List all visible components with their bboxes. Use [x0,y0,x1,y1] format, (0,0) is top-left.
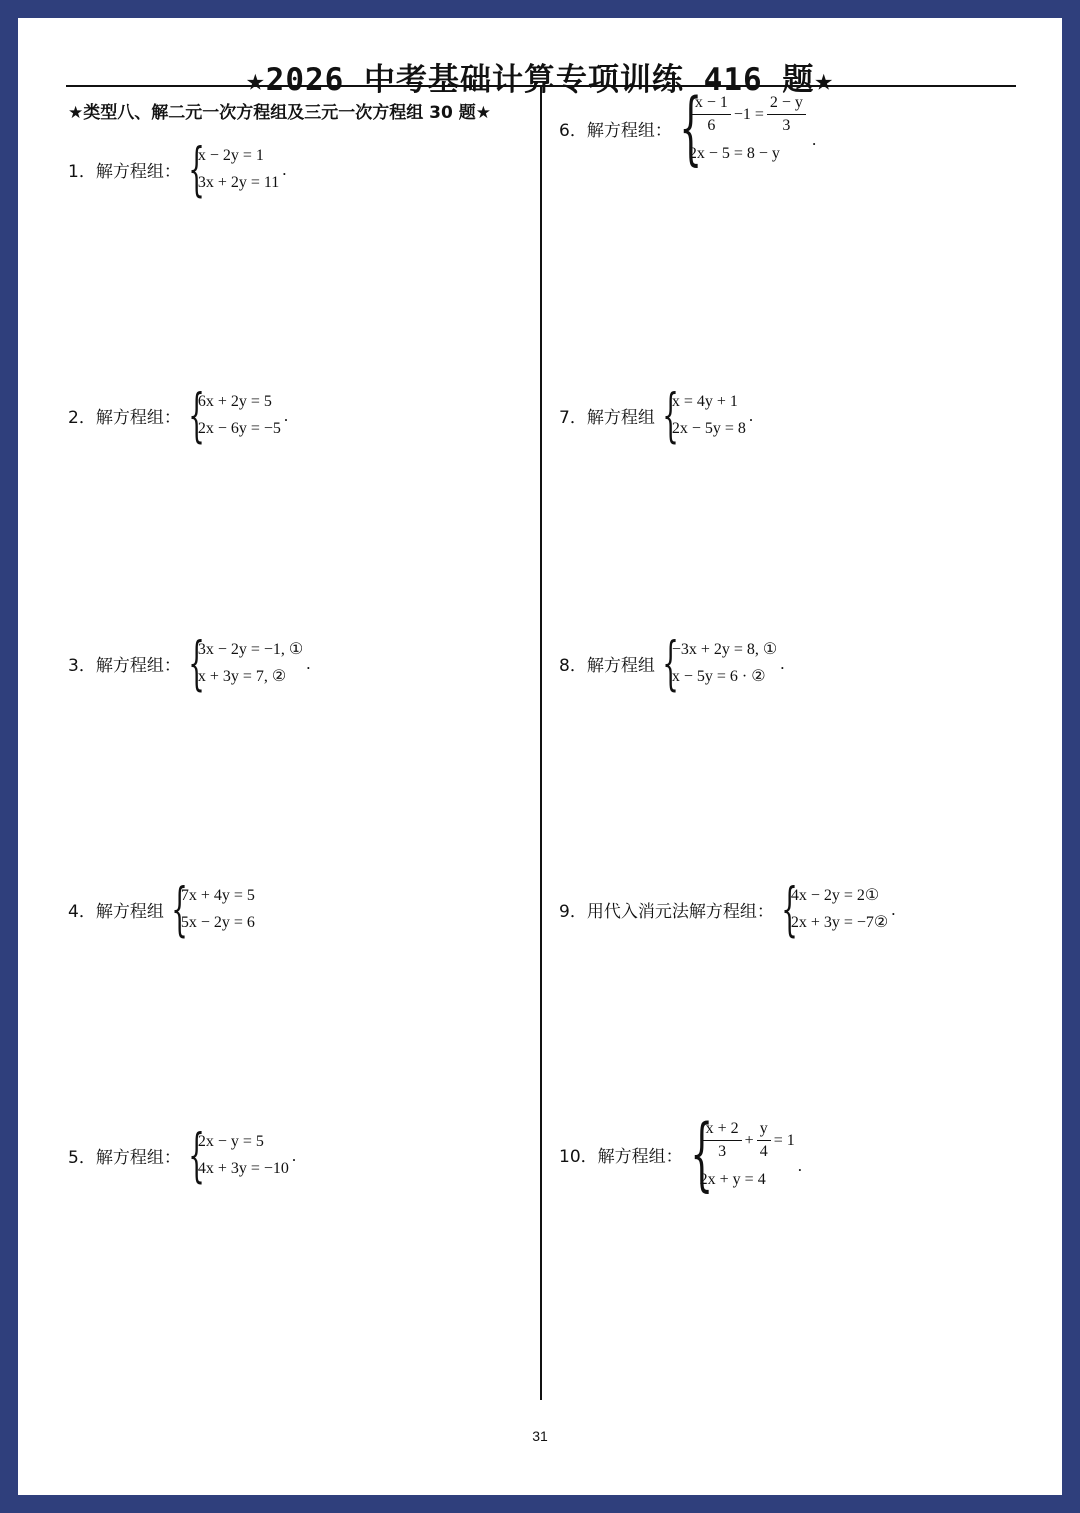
brace-icon: { [689,1107,713,1200]
equation-system [676,81,809,174]
period: . [797,1156,802,1175]
fraction-right [767,92,806,137]
equation-1: x = 4y + 1 [671,393,738,410]
period: . [780,654,785,673]
equation-2: 2x + y = 4 [699,1170,766,1188]
problem-4 [68,875,258,943]
problem-1 [68,135,287,203]
denominator: 4 [759,1143,768,1160]
brace-icon: { [679,81,703,174]
period: . [811,130,817,149]
equation-2: 2x + 3y = −7② [790,914,889,931]
equation-system [778,875,889,943]
equation-system [659,381,746,449]
column-divider [540,86,542,1400]
problem-label: 3．解方程组： [68,655,181,676]
brace-icon: { [781,875,798,943]
problem-6 [559,81,817,174]
period: . [891,900,896,919]
period: . [291,1146,297,1165]
equation-2: 2x − 5 = 8 − y [688,144,780,162]
equation-2: 4x + 3y = −10 [197,1160,289,1177]
problem-label: 5．解方程组： [68,1147,181,1168]
numerator: x − 1 [692,92,731,115]
page-title: ★2026 中考基础计算专项训练 416 题★ [246,62,834,98]
problem-label: 10．解方程组： [559,1146,683,1167]
worksheet-page [18,18,1062,1495]
brace-icon: { [662,381,679,449]
equation-system [168,875,255,943]
problem-2 [68,381,289,449]
numerator: x + 2 [703,1118,742,1141]
section-title: ★类型八、解二元一次方程组及三元一次方程组 30 题★ [68,103,491,123]
equation-1: x − 2y = 1 [197,147,264,164]
period: . [283,406,289,425]
equation-2: x + 3y = 7, ② [197,668,287,685]
page-number: 31 [532,1428,548,1444]
equation-1 [700,1116,795,1166]
equation-system [659,629,778,697]
equation-1: 4x − 2y = 2① [790,887,880,904]
equation-1: 7x + 4y = 5 [180,887,255,904]
brace-icon: { [188,629,205,697]
equation-2: 5x − 2y = 6 [180,914,255,931]
equation-system [185,629,304,697]
equation-2: 2x − 6y = −5 [197,420,281,437]
equation-2: 2x − 5y = 8 [671,420,746,437]
equation-1: 3x − 2y = −1, ① [197,641,304,658]
equation-tail: = 1 [773,1131,795,1149]
problem-9 [559,875,896,943]
problem-label: 9．用代入消元法解方程组： [559,901,774,922]
denominator: 6 [707,117,716,134]
brace-icon: { [171,875,188,943]
problem-label: 4．解方程组 [68,901,164,922]
equation-1: 6x + 2y = 5 [197,393,272,410]
problem-3 [68,629,311,697]
period: . [282,160,287,179]
brace-icon: { [662,629,679,697]
equation-2: 3x + 2y = 11 [197,174,280,191]
period: . [306,654,311,673]
equation-operator: −1 = [733,105,764,123]
problem-label: 1．解方程组： [68,161,181,182]
brace-icon: { [188,135,205,203]
equation-1: 2x − y = 5 [197,1133,264,1150]
numerator: 2 − y [767,92,806,115]
period: . [748,406,754,425]
problem-5 [68,1121,297,1189]
fraction-right [757,1118,771,1163]
problem-label: 7．解方程组 [559,407,655,428]
equation-system [185,135,280,203]
equation-2: x − 5y = 6 · ② [671,668,766,685]
brace-icon: { [188,381,205,449]
denominator: 3 [782,117,791,134]
equation-1 [689,90,809,140]
problem-label: 8．解方程组 [559,655,655,676]
problem-8 [559,629,785,697]
problem-7 [559,381,754,449]
equation-system [185,381,281,449]
equation-1: −3x + 2y = 8, ① [671,641,778,658]
problem-label: 6．解方程组： [559,120,672,141]
equation-operator: + [744,1131,754,1149]
brace-icon: { [188,1121,205,1189]
denominator: 3 [718,1143,727,1160]
equation-system [185,1121,289,1189]
equation-system [687,1107,795,1200]
problem-10 [559,1107,802,1200]
problem-label: 2．解方程组： [68,407,181,428]
numerator: y [757,1118,771,1141]
